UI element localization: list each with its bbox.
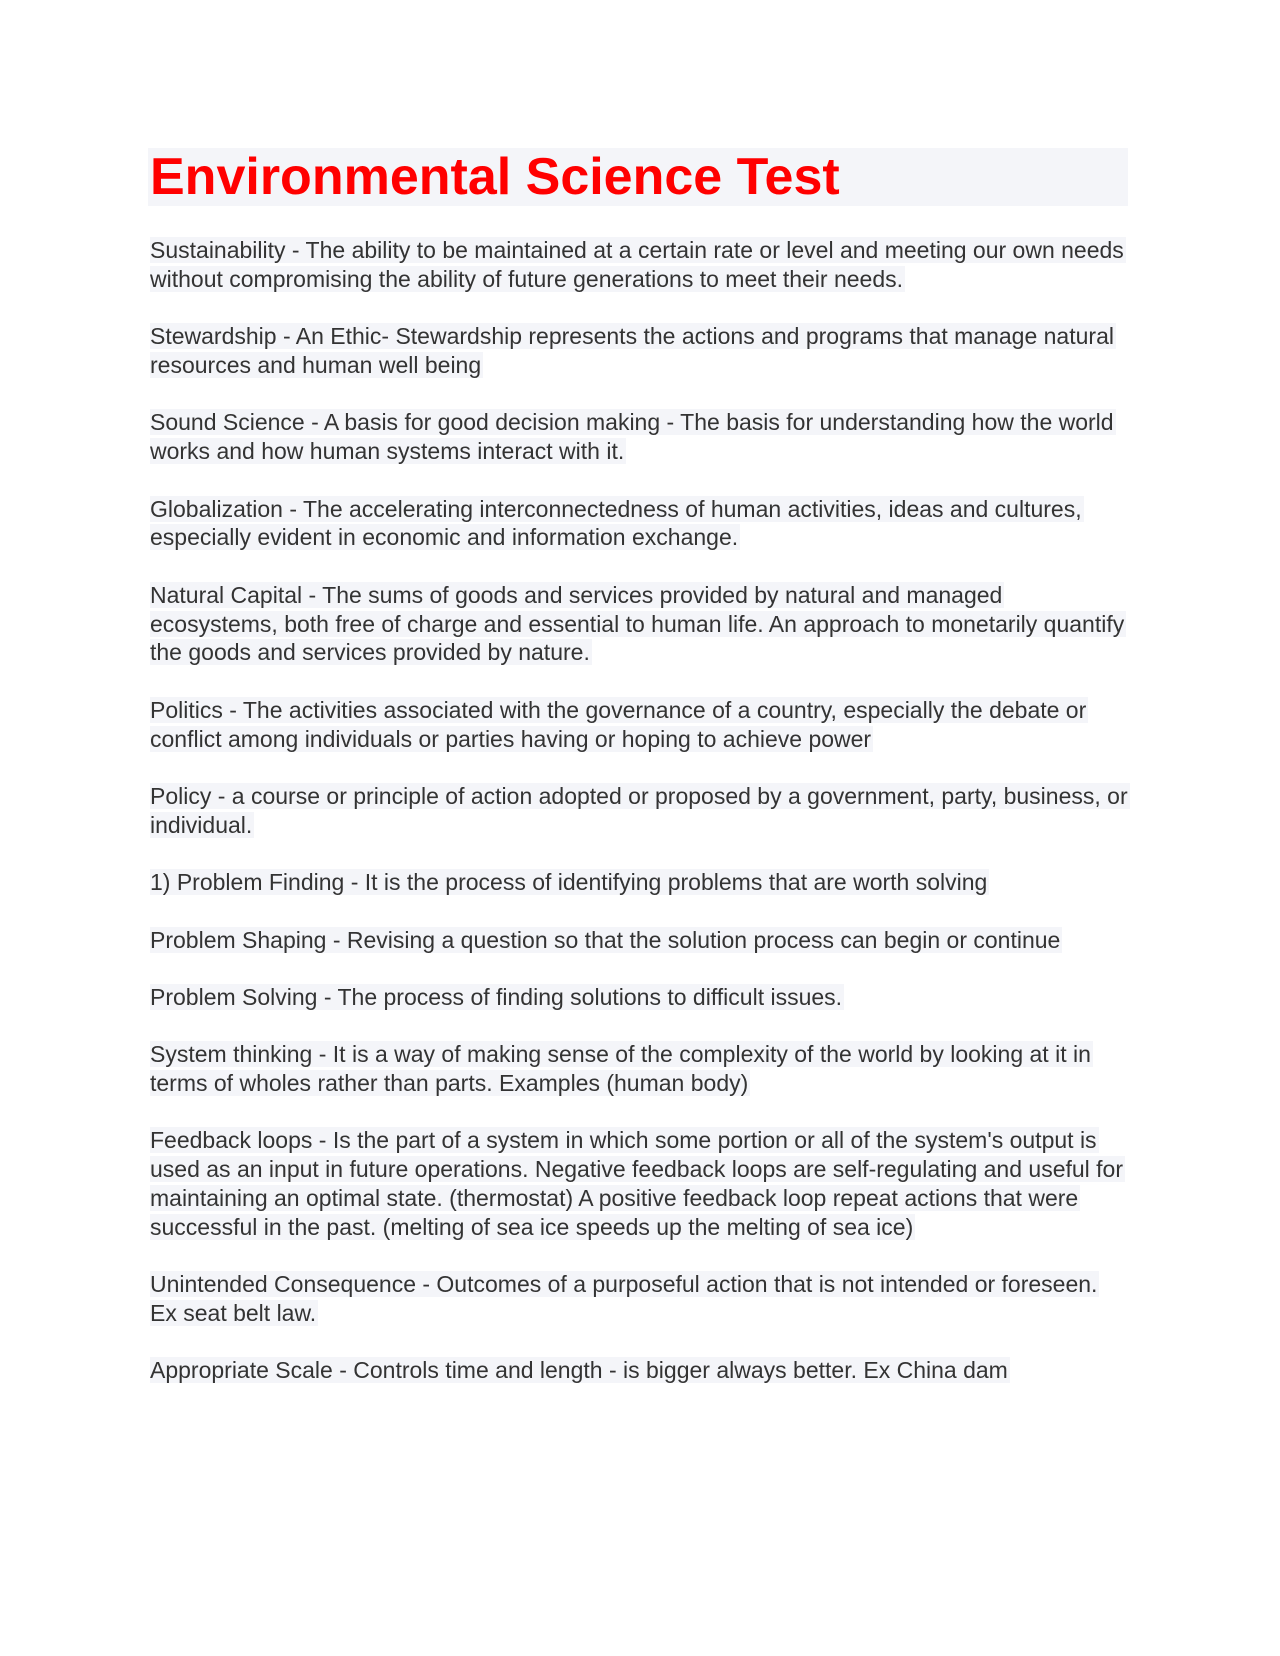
- definition-policy: [148, 782, 1128, 840]
- definition-feedback-loops: [148, 1126, 1128, 1241]
- definition-natural-capital: [148, 581, 1128, 667]
- definition-politics: [148, 696, 1128, 754]
- definition-text: Sustainability - The ability to be maintained at a certain rate or level and meeting our own needs without compromising the ability of future generations to meet their needs.: [150, 237, 1124, 292]
- definition-text: Stewardship - An Ethic- Stewardship represents the actions and programs that manage natural resources and human well being: [150, 323, 1114, 378]
- definition-stewardship: [148, 322, 1128, 380]
- definition-text: Appropriate Scale - Controls time and length - is bigger always better. Ex China dam: [150, 1357, 1008, 1384]
- definition-text: Globalization - The accelerating interconnectedness of human activities, ideas and cultures, especially evident in economic and information exchange.: [150, 495, 1082, 551]
- definition-appropriate-scale: [148, 1356, 1128, 1385]
- definition-text: Feedback loops - Is the part of a system in which some portion or all of the system's output is used as an input in future operations. Negative feedback loops are self-regulating and useful for maintaining an optimal state. (thermostat) A positive feedback loop repeat actions that were successful in the past. (melting of sea ice speeds up the melting of sea ice): [150, 1127, 1124, 1240]
- definition-text: Sound Science - A basis for good decision making - The basis for understanding how the world works and how human systems interact with it.: [150, 409, 1114, 465]
- definition-text: Problem Solving - The process of finding solutions to difficult issues.: [150, 983, 843, 1010]
- document-page: [148, 148, 1128, 1414]
- definition-sustainability: [148, 236, 1128, 294]
- page-title: Environmental Science Test: [150, 148, 840, 206]
- definition-globalization: [148, 495, 1128, 553]
- definition-sound-science: [148, 408, 1128, 466]
- definition-problem-finding: [148, 868, 1128, 897]
- definition-list: [148, 236, 1128, 1385]
- definition-text: Unintended Consequence - Outcomes of a purposeful action that is not intended or foreseen. Ex seat belt law.: [150, 1271, 1098, 1327]
- definition-problem-solving: [148, 983, 1128, 1012]
- title-bar: [148, 148, 1128, 206]
- definition-text: Policy - a course or principle of action adopted or proposed by a government, party, business, or individual.: [150, 782, 1128, 838]
- definition-text: System thinking - It is a way of making sense of the complexity of the world by looking at it in terms of wholes rather than parts. Examples (human body): [150, 1041, 1091, 1097]
- definition-text: Politics - The activities associated with the governance of a country, especially the debate or conflict among individuals or parties having or hoping to achieve power: [150, 696, 1087, 752]
- definition-problem-shaping: [148, 926, 1128, 955]
- definition-text: Natural Capital - The sums of goods and services provided by natural and managed ecosystems, both free of charge and essential to human life. An approach to monetarily quantify the goods and services provided by nature.: [150, 581, 1125, 666]
- definition-unintended-consequence: [148, 1270, 1128, 1328]
- definition-text: Problem Shaping - Revising a question so that the solution process can begin or continue: [150, 926, 1061, 953]
- definition-text: 1) Problem Finding - It is the process of identifying problems that are worth solving: [150, 869, 988, 896]
- definition-system-thinking: [148, 1040, 1128, 1098]
